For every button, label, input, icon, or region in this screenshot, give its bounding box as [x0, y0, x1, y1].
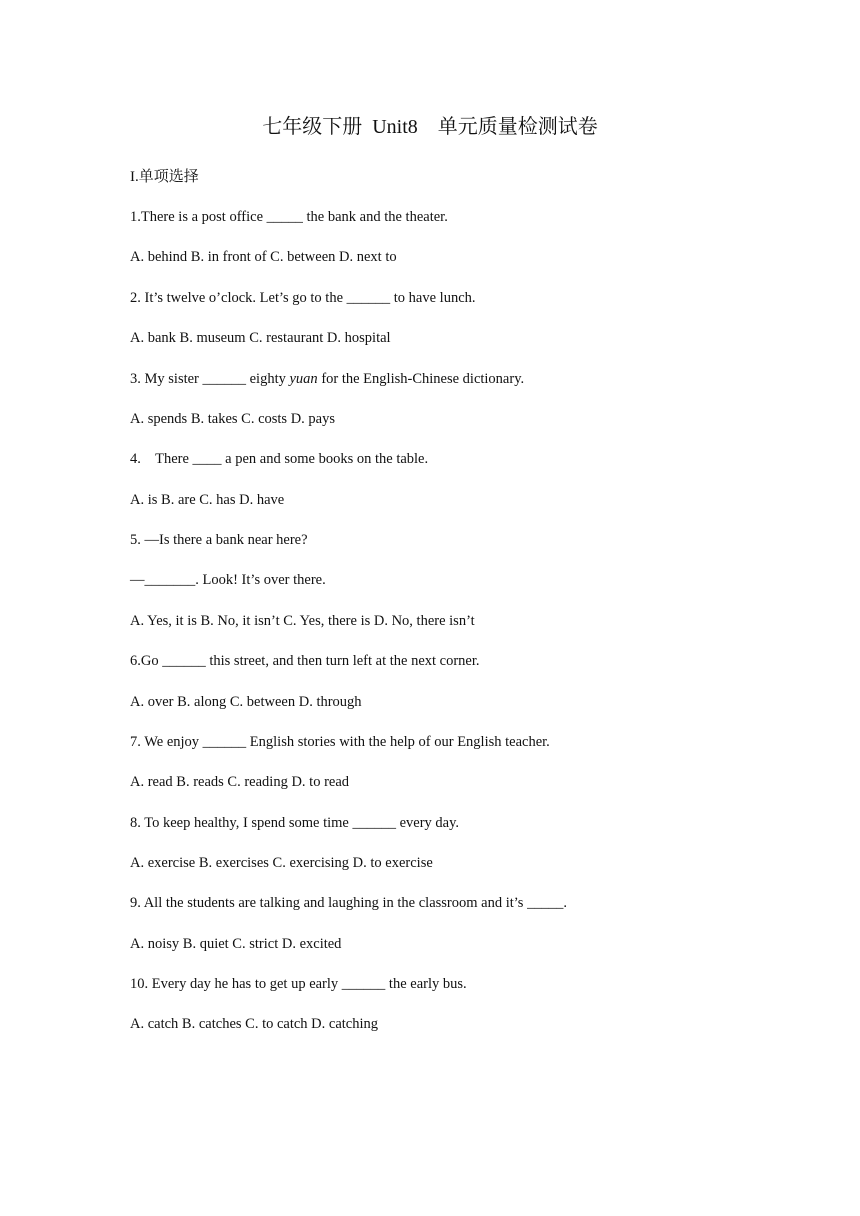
question-4-options: A. is B. are C. has D. have — [130, 492, 285, 508]
question-10-options: A. catch B. catches C. to catch D. catching — [130, 1016, 379, 1032]
question-1-stem: 1.There is a post office _____ the bank and the theater. — [130, 209, 448, 225]
question-6-options: A. over B. along C. between D. through — [130, 694, 362, 710]
question-3-stem — [130, 369, 524, 389]
section-heading: I.单项选择 — [130, 169, 199, 185]
question-9-options: A. noisy B. quiet C. strict D. excited — [130, 936, 342, 952]
question-8-stem: 8. To keep healthy, I spend some time ______ every day. — [130, 815, 460, 831]
page-title: 七年级下册 Unit8 单元质量检测试卷 — [262, 116, 598, 138]
question-3-stem-italic: yuan — [289, 371, 318, 387]
question-2-stem: 2. It’s twelve o’clock. Let’s go to the ______ to have lunch. — [130, 290, 476, 306]
question-3-stem-after: for the English-Chinese dictionary. — [317, 371, 525, 387]
question-5-stem: 5. —Is there a bank near here? — [130, 532, 308, 548]
question-8-options: A. exercise B. exercises C. exercising D. to exercise — [130, 855, 433, 871]
question-6-stem: 6.Go ______ this street, and then turn left at the next corner. — [130, 653, 480, 669]
question-1-options: A. behind B. in front of C. between D. next to — [130, 249, 397, 265]
question-5-options: A. Yes, it is B. No, it isn’t C. Yes, there is D. No, there isn’t — [130, 613, 475, 629]
question-4-stem: 4. There ____ a pen and some books on the table. — [130, 451, 429, 467]
question-3-options: A. spends B. takes C. costs D. pays — [130, 411, 336, 427]
question-10-stem: 10. Every day he has to get up early ______ the early bus. — [130, 976, 467, 992]
question-3-stem-before: 3. My sister ______ eighty — [130, 371, 290, 387]
question-7-options: A. read B. reads C. reading D. to read — [130, 774, 350, 790]
question-2-options: A. bank B. museum C. restaurant D. hospital — [130, 330, 391, 346]
question-9-stem: 9. All the students are talking and laughing in the classroom and it’s _____. — [130, 895, 567, 911]
question-7-stem: 7. We enjoy ______ English stories with the help of our English teacher. — [130, 734, 550, 750]
question-5-stem-response: —_______. Look! It’s over there. — [130, 572, 326, 588]
